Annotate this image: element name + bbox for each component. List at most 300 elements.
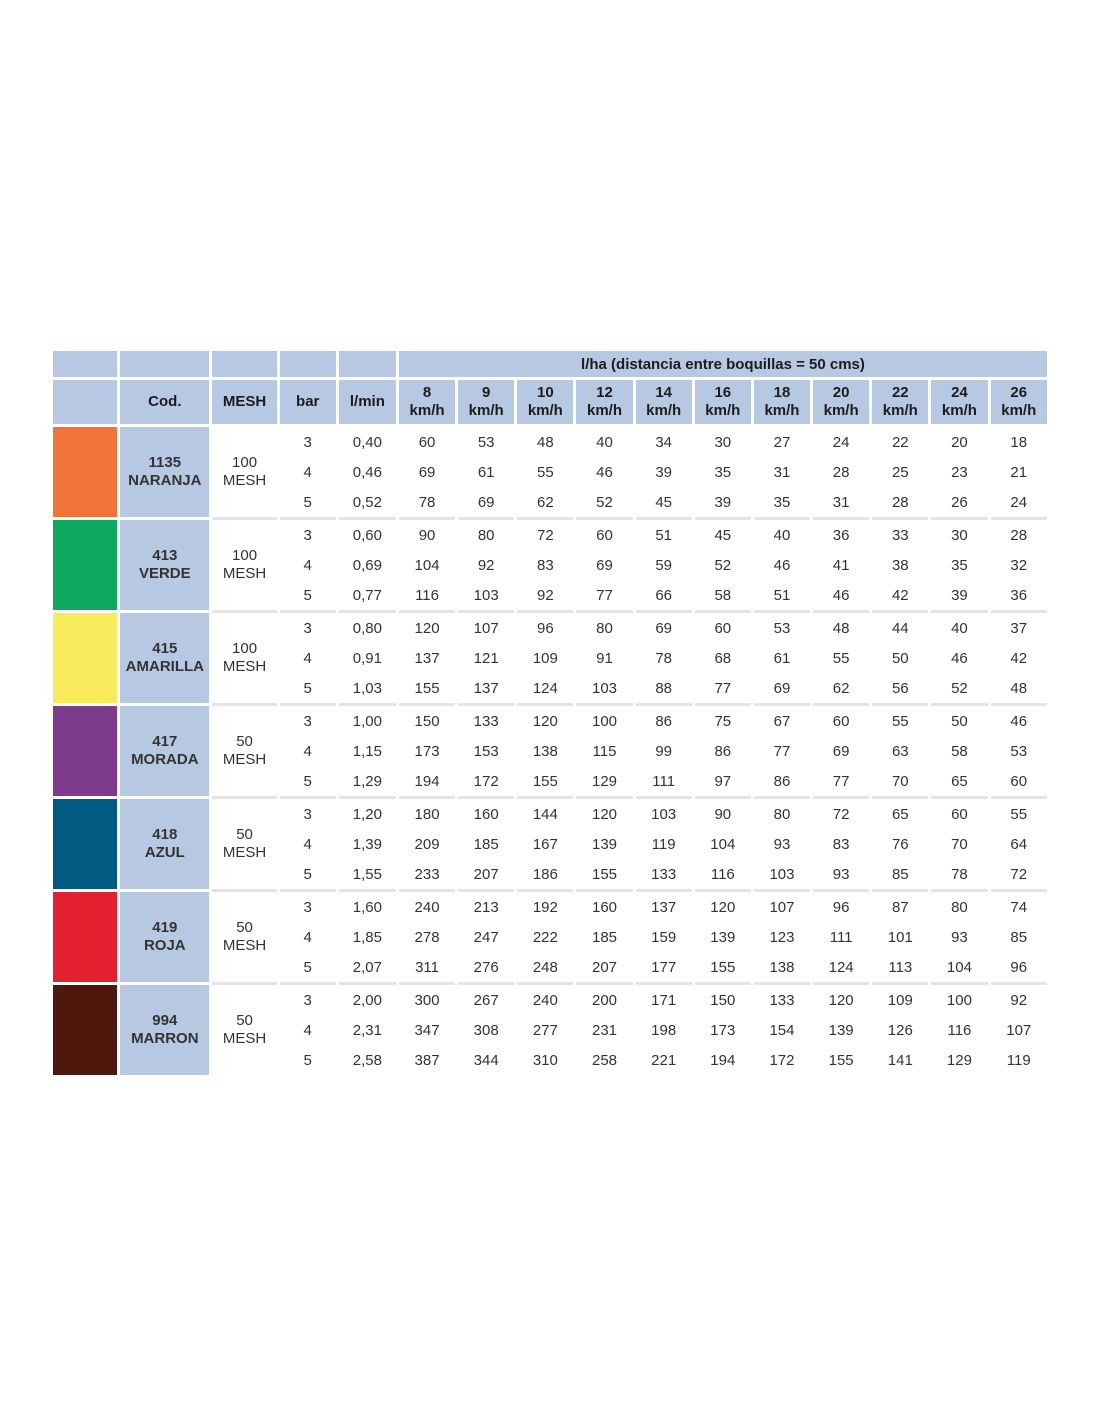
lmin-cell: 0,69 (352, 556, 382, 574)
lmin-cell: 1,85 (352, 928, 382, 946)
flow-cell: 77 (773, 742, 791, 760)
flow-cell: 61 (773, 649, 791, 667)
flow-cell: 60 (951, 805, 968, 823)
flow-cell: 311 (415, 958, 439, 976)
flow-cell: 129 (591, 772, 618, 790)
flow-cell: 70 (951, 835, 968, 853)
flow-cell: 55 (537, 463, 554, 481)
mesh-number: 50 (236, 733, 253, 750)
flow-cell: 87 (891, 898, 909, 916)
lmin-cell: 1,15 (352, 742, 382, 760)
speed-unit: km/h (468, 402, 504, 419)
flow-cell: 38 (891, 556, 909, 574)
flow-cell: 107 (769, 898, 795, 916)
flow-cell: 80 (596, 619, 613, 637)
nozzle-code: 419 (152, 919, 178, 936)
flow-cell: 133 (769, 991, 795, 1009)
speed-unit: km/h (586, 402, 622, 419)
flow-cell: 31 (832, 493, 850, 511)
flow-cell: 153 (473, 742, 499, 760)
table-row (53, 985, 1047, 1015)
flow-cell: 103 (591, 679, 618, 697)
flow-cell: 104 (710, 835, 736, 853)
speed-unit: km/h (1001, 402, 1037, 419)
flow-cell: 62 (832, 679, 850, 697)
lmin-cell: 1,60 (352, 898, 382, 916)
mesh-cell (212, 706, 276, 796)
flow-cell: 172 (473, 772, 499, 790)
flow-cell: 120 (710, 898, 736, 916)
flow-cell: 154 (769, 1021, 795, 1039)
speed-unit: km/h (705, 402, 741, 419)
flow-cell: 387 (414, 1051, 440, 1069)
flow-cell: 58 (714, 586, 732, 604)
header-speed-14 (636, 380, 692, 424)
flow-cell: 80 (773, 805, 791, 823)
flow-cell: 69 (832, 742, 850, 760)
flow-cell: 137 (651, 898, 677, 916)
lmin-cell: 2,00 (352, 991, 382, 1009)
bar-cell: 3 (303, 805, 312, 823)
lmin-cell: 1,00 (352, 712, 382, 730)
flow-cell: 96 (537, 619, 554, 637)
flow-cell: 55 (891, 712, 909, 730)
flow-cell: 144 (532, 805, 558, 823)
nozzle-color-name: AZUL (144, 844, 185, 861)
flow-cell: 25 (891, 463, 909, 481)
flow-cell: 86 (655, 712, 672, 730)
flow-cell: 69 (477, 493, 495, 511)
flow-cell: 88 (655, 679, 672, 697)
lmin-cell: 0,91 (352, 649, 382, 667)
header-speed-18 (754, 380, 810, 424)
header-cod: Cod. (120, 380, 209, 424)
nozzle-code-cell (120, 892, 209, 982)
flow-cell: 129 (946, 1051, 972, 1069)
flow-cell: 21 (1010, 463, 1028, 481)
flow-cell: 28 (891, 493, 909, 511)
flow-cell: 42 (1010, 649, 1028, 667)
flow-cell: 150 (710, 991, 736, 1009)
bar-cell: 3 (303, 712, 312, 730)
flow-cell: 300 (414, 991, 440, 1009)
flow-cell: 69 (596, 556, 613, 574)
flow-cell: 116 (415, 586, 439, 604)
bar-cell: 3 (303, 433, 312, 451)
flow-cell: 90 (714, 805, 732, 823)
flow-cell: 55 (1010, 805, 1028, 823)
flow-cell: 40 (596, 433, 613, 451)
mesh-number: 100 (232, 640, 258, 657)
flow-cell: 40 (951, 619, 968, 637)
flow-cell: 109 (887, 991, 913, 1009)
header-mesh: MESH (212, 380, 276, 424)
flow-cell: 107 (473, 619, 499, 637)
flow-cell: 93 (832, 865, 850, 883)
flow-cell: 69 (773, 679, 791, 697)
flow-cell: 213 (473, 898, 499, 916)
flow-cell: 120 (414, 619, 440, 637)
bar-cell: 4 (303, 928, 312, 946)
speed-value: 14 (655, 384, 672, 401)
flow-cell: 51 (655, 526, 672, 544)
flow-cell: 83 (537, 556, 554, 574)
flow-cell: 155 (414, 679, 440, 697)
flow-cell: 171 (651, 991, 677, 1009)
flow-cell: 35 (951, 556, 968, 574)
flow-cell: 207 (591, 958, 618, 976)
flow-cell: 24 (832, 433, 850, 451)
flow-cell: 53 (773, 619, 791, 637)
bar-cell: 4 (303, 463, 312, 481)
flow-cell: 240 (414, 898, 440, 916)
flow-cell: 247 (473, 928, 499, 946)
flow-cell: 99 (655, 742, 672, 760)
flow-cell: 124 (532, 679, 558, 697)
speed-value: 12 (596, 384, 613, 401)
table-title: l/ha (distancia entre boquillas = 50 cms) (399, 351, 1047, 377)
flow-cell: 139 (710, 928, 736, 946)
speed-unit: km/h (409, 402, 445, 419)
flow-cell: 248 (532, 958, 558, 976)
flow-cell: 160 (591, 898, 618, 916)
flow-cell: 75 (714, 712, 732, 730)
flow-cell: 78 (951, 865, 968, 883)
header-blank-cod (120, 351, 209, 377)
flow-cell: 50 (951, 712, 968, 730)
header-color-swatch (53, 380, 117, 424)
speed-unit: km/h (941, 402, 977, 419)
mesh-number: 50 (236, 919, 253, 936)
header-row-title (53, 351, 1047, 377)
flow-cell: 121 (473, 649, 499, 667)
flow-cell: 150 (414, 712, 440, 730)
bar-cell: 5 (303, 958, 312, 976)
flow-cell: 155 (828, 1051, 854, 1069)
flow-cell: 277 (532, 1021, 558, 1039)
speed-unit: km/h (882, 402, 918, 419)
flow-cell: 28 (1010, 526, 1028, 544)
table-row (53, 427, 1047, 457)
nozzle-code: 418 (152, 826, 178, 843)
mesh-cell (212, 613, 276, 703)
nozzle-color-name: AMARILLA (125, 658, 204, 675)
nozzle-color-name: ROJA (143, 937, 186, 954)
bar-cell: 5 (303, 1051, 312, 1069)
flow-cell: 138 (769, 958, 795, 976)
mesh-cell (212, 427, 276, 517)
flow-cell: 74 (1010, 898, 1028, 916)
flow-cell: 133 (651, 865, 677, 883)
flow-cell: 92 (477, 556, 495, 574)
flow-cell: 155 (591, 865, 618, 883)
flow-cell: 120 (591, 805, 618, 823)
flow-cell: 32 (1010, 556, 1028, 574)
flow-cell: 107 (1006, 1021, 1032, 1039)
bar-cell: 4 (303, 742, 312, 760)
table-row (53, 892, 1047, 922)
flow-cell: 97 (714, 772, 732, 790)
mesh-cell (212, 520, 276, 610)
mesh-label: MESH (222, 658, 267, 675)
flow-cell: 80 (951, 898, 968, 916)
flow-cell: 36 (832, 526, 850, 544)
flow-cell: 209 (414, 835, 440, 853)
mesh-label: MESH (222, 751, 267, 768)
flow-cell: 80 (477, 526, 495, 544)
flow-cell: 192 (532, 898, 558, 916)
flow-cell: 63 (891, 742, 909, 760)
speed-value: 8 (422, 384, 432, 401)
speed-value: 16 (714, 384, 732, 401)
flow-cell: 344 (473, 1051, 499, 1069)
nozzle-code: 1135 (148, 454, 182, 471)
flow-cell: 60 (1010, 772, 1028, 790)
flow-cell: 96 (1010, 958, 1028, 976)
bar-cell: 3 (303, 898, 312, 916)
flow-cell: 72 (832, 805, 850, 823)
flow-cell: 92 (537, 586, 554, 604)
nozzle-code-cell (120, 613, 209, 703)
lmin-cell: 2,07 (352, 958, 382, 976)
flow-cell: 52 (714, 556, 732, 574)
flow-cell: 77 (714, 679, 732, 697)
flow-cell: 155 (532, 772, 558, 790)
lmin-cell: 0,40 (352, 433, 382, 451)
header-row-columns (53, 380, 1047, 424)
lmin-cell: 1,55 (352, 865, 382, 883)
nozzle-color-swatch (53, 799, 117, 889)
flow-cell: 160 (473, 805, 499, 823)
flow-cell: 22 (891, 433, 909, 451)
nozzle-code: 413 (152, 547, 178, 564)
mesh-cell (212, 892, 276, 982)
header-speed-12 (576, 380, 632, 424)
flow-cell: 37 (1010, 619, 1028, 637)
flow-cell: 64 (1010, 835, 1028, 853)
flow-cell: 139 (591, 835, 618, 853)
bar-cell: 3 (303, 526, 312, 544)
flow-cell: 347 (414, 1021, 440, 1039)
lmin-cell: 0,46 (352, 463, 382, 481)
flow-cell: 30 (951, 526, 968, 544)
nozzle-code-cell (120, 985, 209, 1075)
header-speed-9 (458, 380, 514, 424)
header-bar: bar (280, 380, 336, 424)
header-blank-lmin (339, 351, 396, 377)
flow-cell: 100 (946, 991, 972, 1009)
flow-cell: 85 (1010, 928, 1028, 946)
flow-cell: 70 (891, 772, 909, 790)
flow-cell: 308 (473, 1021, 499, 1039)
flow-cell: 46 (832, 586, 850, 604)
header-lmin: l/min (339, 380, 396, 424)
flow-cell: 172 (769, 1051, 795, 1069)
header-speed-20 (813, 380, 869, 424)
nozzle-color-swatch (53, 985, 117, 1075)
flow-cell: 39 (951, 586, 968, 604)
flow-cell: 69 (418, 463, 436, 481)
flow-cell: 46 (951, 649, 968, 667)
flow-cell: 40 (773, 526, 791, 544)
bar-cell: 4 (303, 649, 312, 667)
mesh-number: 100 (232, 454, 258, 471)
flow-cell: 113 (888, 958, 913, 976)
flow-cell: 200 (591, 991, 618, 1009)
flow-cell: 65 (951, 772, 968, 790)
header-speed-22 (872, 380, 928, 424)
flow-cell: 69 (655, 619, 672, 637)
flow-cell: 46 (773, 556, 791, 574)
flow-cell: 194 (710, 1051, 736, 1069)
nozzle-color-swatch (53, 520, 117, 610)
nozzle-color-name: VERDE (138, 565, 191, 582)
nozzle-color-swatch (53, 706, 117, 796)
lmin-cell: 0,52 (352, 493, 382, 511)
flow-cell: 53 (477, 433, 495, 451)
flow-cell: 56 (891, 679, 909, 697)
flow-cell: 96 (832, 898, 850, 916)
flow-cell: 93 (951, 928, 968, 946)
flow-cell: 78 (418, 493, 436, 511)
flow-cell: 116 (710, 865, 735, 883)
bar-cell: 4 (303, 1021, 312, 1039)
speed-value: 9 (482, 384, 491, 401)
flow-cell: 139 (828, 1021, 854, 1039)
flow-cell: 258 (591, 1051, 618, 1069)
nozzle-color-swatch (53, 613, 117, 703)
flow-cell: 103 (651, 805, 677, 823)
flow-cell: 310 (532, 1051, 558, 1069)
header-blank-bar (280, 351, 336, 377)
lmin-cell: 1,39 (352, 835, 382, 853)
flow-cell: 60 (832, 712, 850, 730)
flow-cell: 90 (418, 526, 436, 544)
bar-cell: 5 (303, 493, 312, 511)
flow-cell: 137 (414, 649, 440, 667)
flow-cell: 36 (1010, 586, 1028, 604)
flow-cell: 62 (537, 493, 554, 511)
flow-cell: 65 (891, 805, 909, 823)
flow-cell: 50 (891, 649, 909, 667)
flow-cell: 111 (652, 772, 676, 790)
flow-cell: 35 (714, 463, 732, 481)
nozzle-code-cell (120, 427, 209, 517)
flow-cell: 34 (655, 433, 672, 451)
flow-cell: 83 (832, 835, 850, 853)
flow-cell: 77 (596, 586, 613, 604)
nozzle-color-name: MARRON (131, 1030, 199, 1047)
table-row (53, 613, 1047, 643)
flow-cell: 91 (596, 649, 613, 667)
flow-cell: 180 (414, 805, 440, 823)
table-row (53, 520, 1047, 550)
flow-cell: 46 (596, 463, 613, 481)
flow-cell: 52 (951, 679, 968, 697)
nozzle-code: 994 (152, 1012, 178, 1029)
flow-cell: 72 (537, 526, 554, 544)
flow-cell: 207 (473, 865, 499, 883)
flow-cell: 86 (773, 772, 791, 790)
flow-cell: 48 (1010, 679, 1028, 697)
flow-cell: 109 (532, 649, 558, 667)
flow-cell: 31 (773, 463, 791, 481)
bar-cell: 4 (303, 556, 312, 574)
flow-cell: 221 (651, 1051, 677, 1069)
table-body (53, 427, 1047, 1075)
nozzle-code-cell (120, 799, 209, 889)
flow-cell: 177 (651, 958, 677, 976)
flow-cell: 104 (946, 958, 972, 976)
bar-cell: 4 (303, 835, 312, 853)
nozzle-code: 415 (152, 640, 178, 657)
flow-cell: 68 (714, 649, 732, 667)
flow-cell: 39 (714, 493, 732, 511)
flow-cell: 123 (769, 928, 795, 946)
nozzle-code: 417 (152, 733, 178, 750)
flow-cell: 27 (773, 433, 791, 451)
bar-cell: 5 (303, 586, 312, 604)
flow-cell: 159 (651, 928, 677, 946)
mesh-cell (212, 799, 276, 889)
flow-cell: 46 (1010, 712, 1028, 730)
mesh-label: MESH (222, 937, 267, 954)
flow-cell: 23 (951, 463, 968, 481)
flow-cell: 173 (414, 742, 440, 760)
flow-cell: 104 (414, 556, 440, 574)
flow-cell: 115 (592, 742, 617, 760)
flow-cell: 42 (891, 586, 909, 604)
lmin-cell: 0,60 (352, 526, 382, 544)
bar-cell: 5 (303, 772, 312, 790)
flow-cell: 48 (832, 619, 850, 637)
mesh-label: MESH (222, 565, 267, 582)
lmin-cell: 1,03 (352, 679, 382, 697)
flow-cell: 60 (714, 619, 732, 637)
header-speed-24 (931, 380, 987, 424)
flow-cell: 101 (887, 928, 913, 946)
flow-cell: 198 (651, 1021, 677, 1039)
flow-cell: 167 (532, 835, 558, 853)
speed-value: 26 (1010, 384, 1028, 401)
flow-cell: 53 (1010, 742, 1028, 760)
flow-cell: 185 (473, 835, 499, 853)
speed-value: 10 (537, 384, 554, 401)
flow-cell: 231 (591, 1021, 618, 1039)
header-speed-16 (695, 380, 751, 424)
flow-cell: 45 (714, 526, 732, 544)
flow-cell: 67 (773, 712, 791, 730)
mesh-label: MESH (222, 472, 267, 489)
mesh-number: 100 (232, 547, 258, 564)
flow-cell: 30 (714, 433, 732, 451)
flow-cell: 240 (532, 991, 558, 1009)
nozzle-color-swatch (53, 892, 117, 982)
flow-cell: 92 (1010, 991, 1028, 1009)
mesh-number: 50 (236, 826, 253, 843)
flow-cell: 35 (773, 493, 791, 511)
header-speed-10 (517, 380, 573, 424)
flow-cell: 186 (532, 865, 558, 883)
flow-cell: 86 (714, 742, 732, 760)
lmin-cell: 2,58 (352, 1051, 382, 1069)
flow-cell: 77 (832, 772, 850, 790)
nozzle-code-cell (120, 520, 209, 610)
flow-cell: 100 (591, 712, 618, 730)
flow-cell: 233 (414, 865, 440, 883)
flow-cell: 66 (655, 586, 672, 604)
flow-cell: 39 (655, 463, 672, 481)
